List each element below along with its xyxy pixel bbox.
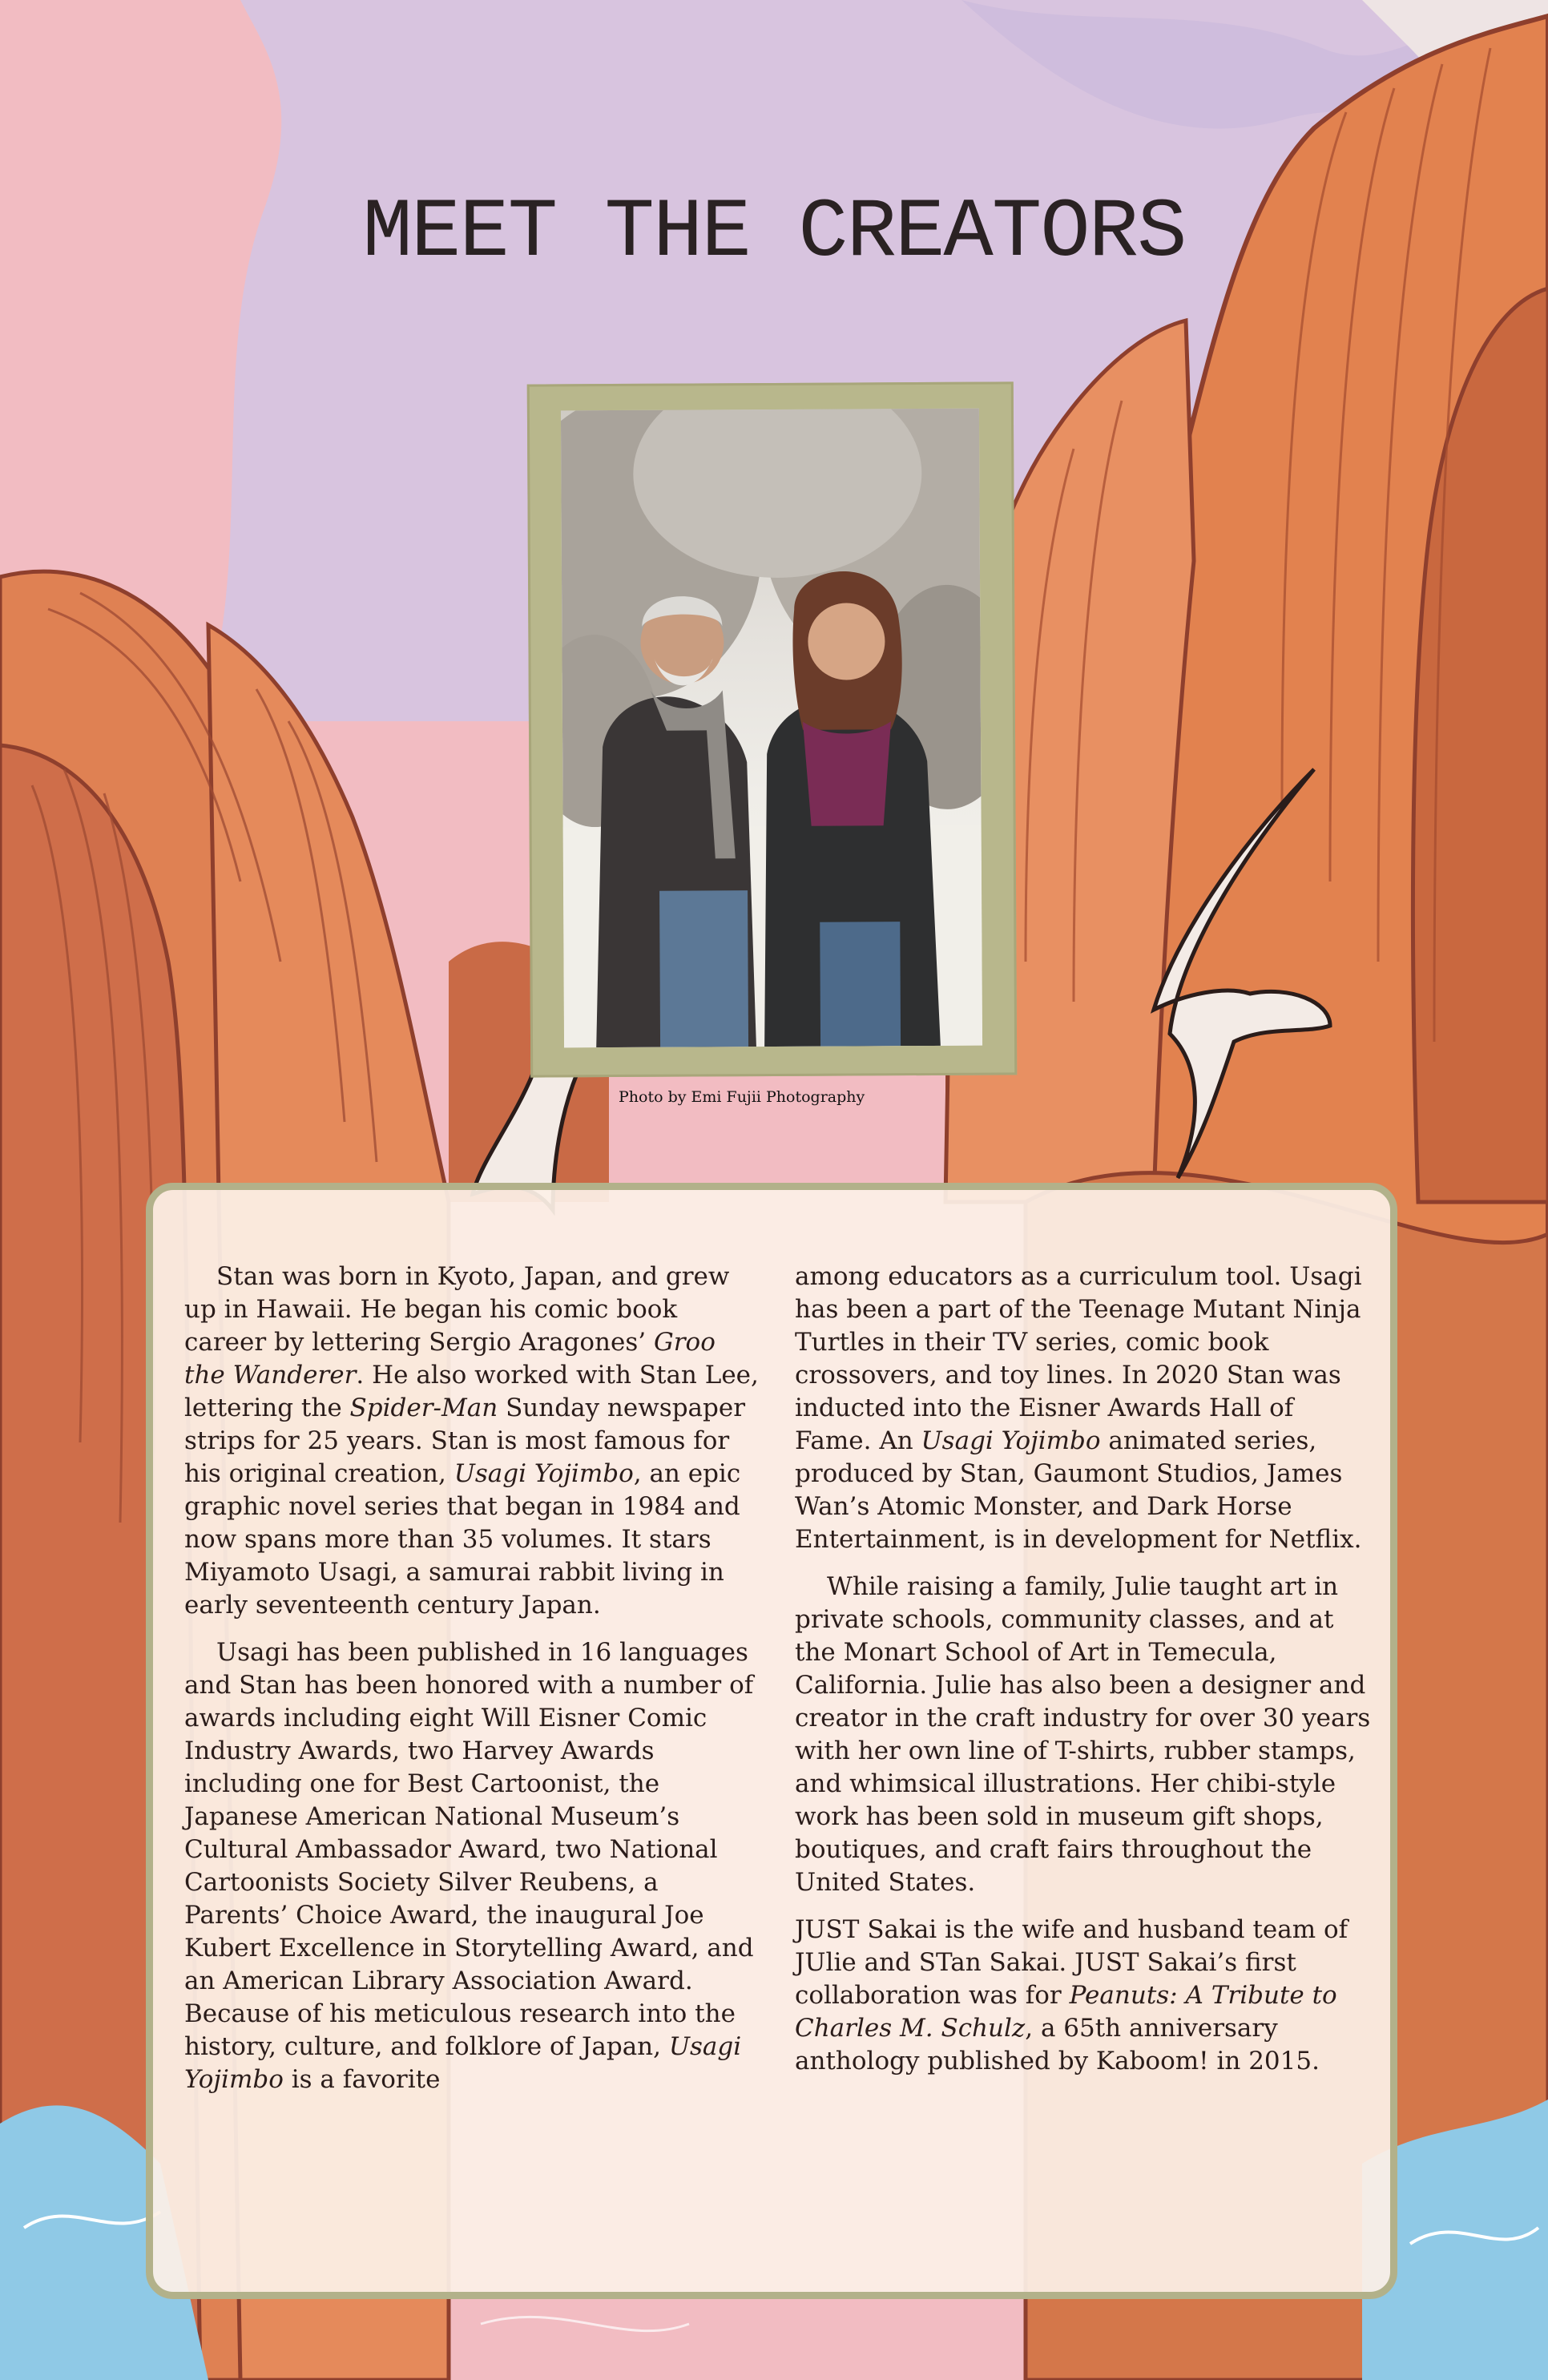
paragraph: While raising a family, Julie taught art in private schools, community classes, and at the Monart School of Art in Temecula, California. Julie has also been a designer and creator in the craft industry for over 30 years with her own line of T-shirts, rubber stamps, and whimsical illustrations. Her chibi-style work has been sold in museum gift shops, boutiques, and craft fairs throughout the United States. [795, 1572, 1371, 1897]
photo-frame [527, 381, 1018, 1077]
paragraph: JUST Sakai is the wife and husband team of JUlie and STan Sakai. JUST Sakai’s first collaboration was for Peanuts: A Tribute to Charles M. Schulz, a 65th anniversary anthology published by Kaboom! in 2015. [795, 1915, 1348, 2075]
paragraph: among educators as a curriculum tool. Usagi has been a part of the Teenage Mutant Ninja Turtles in their TV series, comic book crossovers, and toy lines. In 2020 Stan was inducted into the Eisner Awards Hall of Fame. An Usagi Yojimbo animated series, produced by Stan, Gaumont Studios, James Wan’s Atomic Monster, and Dark Horse Entertainment, is in development for Netflix. [795, 1262, 1362, 1554]
right-column [795, 1261, 1372, 2092]
paragraph: Stan was born in Kyoto, Japan, and grew up in Hawaii. He began his comic book career by lettering Sergio Aragones’ Groo the Wanderer. He also worked with Stan Lee, lettering the Spider-Man Sunday newspaper strips for 25 years. Stan is most famous for his original creation, Usagi Yojimbo, an epic graphic novel series that began in 1984 and now spans more than 35 volumes. It stars Miyamoto Usagi, a samurai rabbit living in early seventeenth century Japan. [184, 1262, 759, 1620]
paragraph: Usagi has been published in 16 languages and Stan has been honored with a number of awards including eight Will Eisner Comic Industry Awards, two Harvey Awards including one for Best Cartoonist, the Japanese American National Museum’s Cultural Ambassador Award, two National Cartoonists Society Silver Reubens, a Parents’ Choice Award, the inaugural Joe Kubert Excellence in Storytelling Award, and an American Library Association Award. Because of his meticulous research into the history, culture, and folklore of Japan, Usagi Yojimbo is a favorite [184, 1638, 754, 2094]
left-column [184, 1261, 761, 2111]
page-title: MEET THE CREATORS [362, 186, 1186, 280]
creators-photo [561, 409, 982, 1048]
photo-credit: Photo by Emi Fujii Photography [619, 1088, 865, 1106]
